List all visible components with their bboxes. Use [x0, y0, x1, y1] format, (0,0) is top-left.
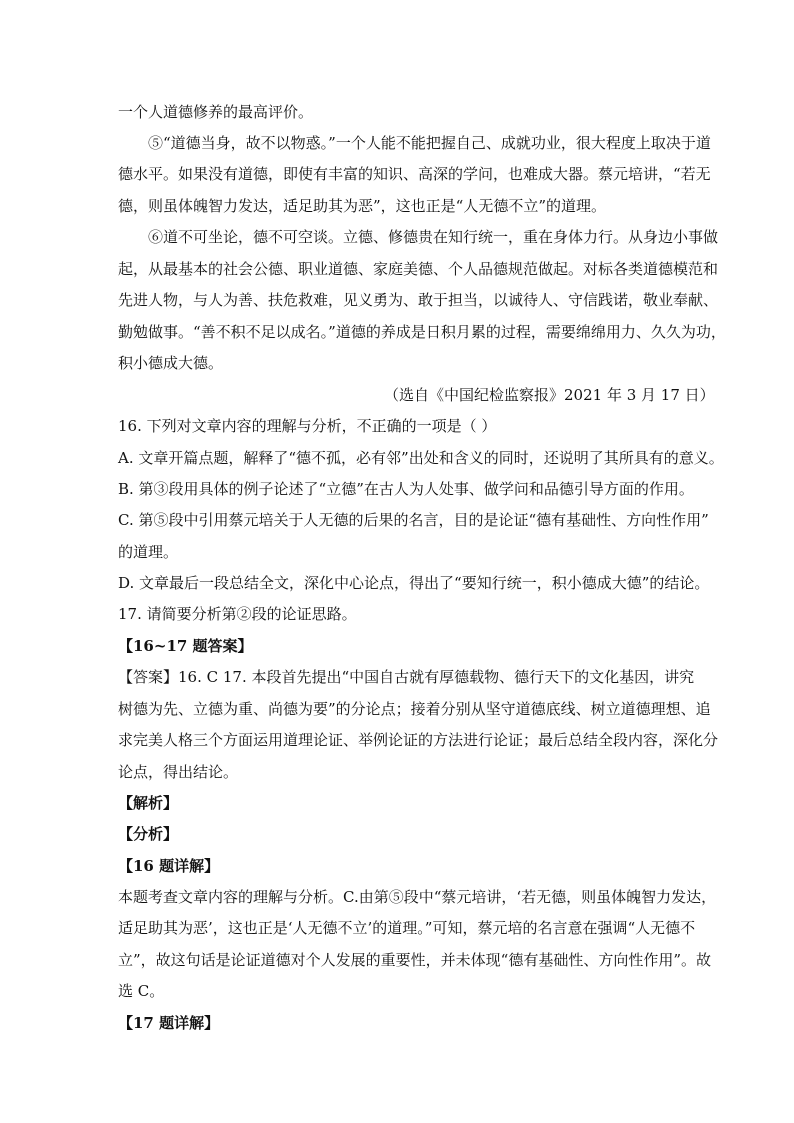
q17-detail-heading: 【17 题详解】 [118, 1014, 220, 1032]
option-b: B. 第③段用具体的例子论述了“立德”在古人为人处事、做学问和品德引导方面的作用。 [118, 480, 694, 498]
question-16: 16. 下列对文章内容的理解与分析，不正确的一项是（ ） [118, 417, 497, 435]
fenxi-heading: 【分析】 [118, 825, 179, 843]
text-line: 德水平。如果没有道德，即使有丰富的知识、高深的学问，也难成大器。蔡元培讲，“若无 [118, 165, 711, 183]
option-c: C. 第⑤段中引用蔡元培关于人无德的后果的名言，目的是论证“德有基础性、方向性作用” [118, 511, 709, 529]
text-line: 起，从最基本的社会公德、职业道德、家庭美德、个人品德规范做起。对标各类道德模范和 [118, 260, 719, 278]
option-a: A. 文章开篇点题，解释了“德不孤，必有邻”出处和含义的同时，还说明了其所具有的意义。 [118, 449, 724, 467]
answer-heading: 【16~17 题答案】 [118, 637, 253, 655]
q16-detail-text: 选 C。 [118, 982, 165, 1000]
text-line: 一个人道德修养的最高评价。 [118, 103, 314, 121]
answer-text: 【答案】16. C 17. 本段首先提出“中国自古就有厚德载物、德行天下的文化基因，讲究 [118, 668, 695, 686]
option-d: D. 文章最后一段总结全文，深化中心论点，得出了“要知行统一，积小德成大德”的结论。 [118, 574, 710, 592]
q16-detail-text: 立”，故这句话是论证道德对个人发展的重要性，并未体现“德有基础性、方向性作用”。故 [118, 951, 712, 969]
text-line: 先进人物，与人为善、扶危救难，见义勇为、敢于担当，以诚待人、守信践诺，敬业奉献、 [118, 291, 719, 309]
text-line: 勤勉做事。“善不积不足以成名。”道德的养成是日积月累的过程，需要绵绵用力、久久为功， [118, 323, 726, 341]
source-citation: （选自《中国纪检监察报》2021 年 3 月 17 日） [384, 386, 715, 404]
q16-detail-heading: 【16 题详解】 [118, 857, 220, 875]
question-17: 17. 请简要分析第②段的论证思路。 [118, 605, 357, 623]
paragraph-5-line: ⑤“道德当身，故不以物惑。”一个人能不能把握自己、成就功业，很大程度上取决于道 [148, 134, 711, 152]
answer-text: 论点，得出结论。 [118, 763, 239, 781]
paragraph-6-line: ⑥道不可坐论，德不可空谈。立德、修德贵在知行统一，重在身体力行。从身边小事做 [148, 228, 719, 246]
answer-text: 求完美人格三个方面运用道理论证、举例论证的方法进行论证；最后总结全段内容，深化分 [118, 731, 719, 749]
text-line: 德，则虽体魄智力发达，适足助其为恶”，这也正是“人无德不立”的道理。 [118, 197, 607, 215]
q16-detail-text: 本题考查文章内容的理解与分析。C.由第⑤段中“蔡元培讲，‘若无德，则虽体魄智力发达， [118, 888, 717, 906]
text-line: 积小德成大德。 [118, 354, 224, 372]
analysis-heading: 【解析】 [118, 794, 179, 812]
option-c-continued: 的道理。 [118, 543, 179, 561]
answer-text: 树德为先、立德为重、尚德为要”的分论点；接着分别从坚守道德底线、树立道德理想、追 [118, 700, 711, 718]
q16-detail-text: 适足助其为恶’，这也正是‘人无德不立’的道理。”可知，蔡元培的名言意在强调“人无德不 [118, 919, 696, 937]
